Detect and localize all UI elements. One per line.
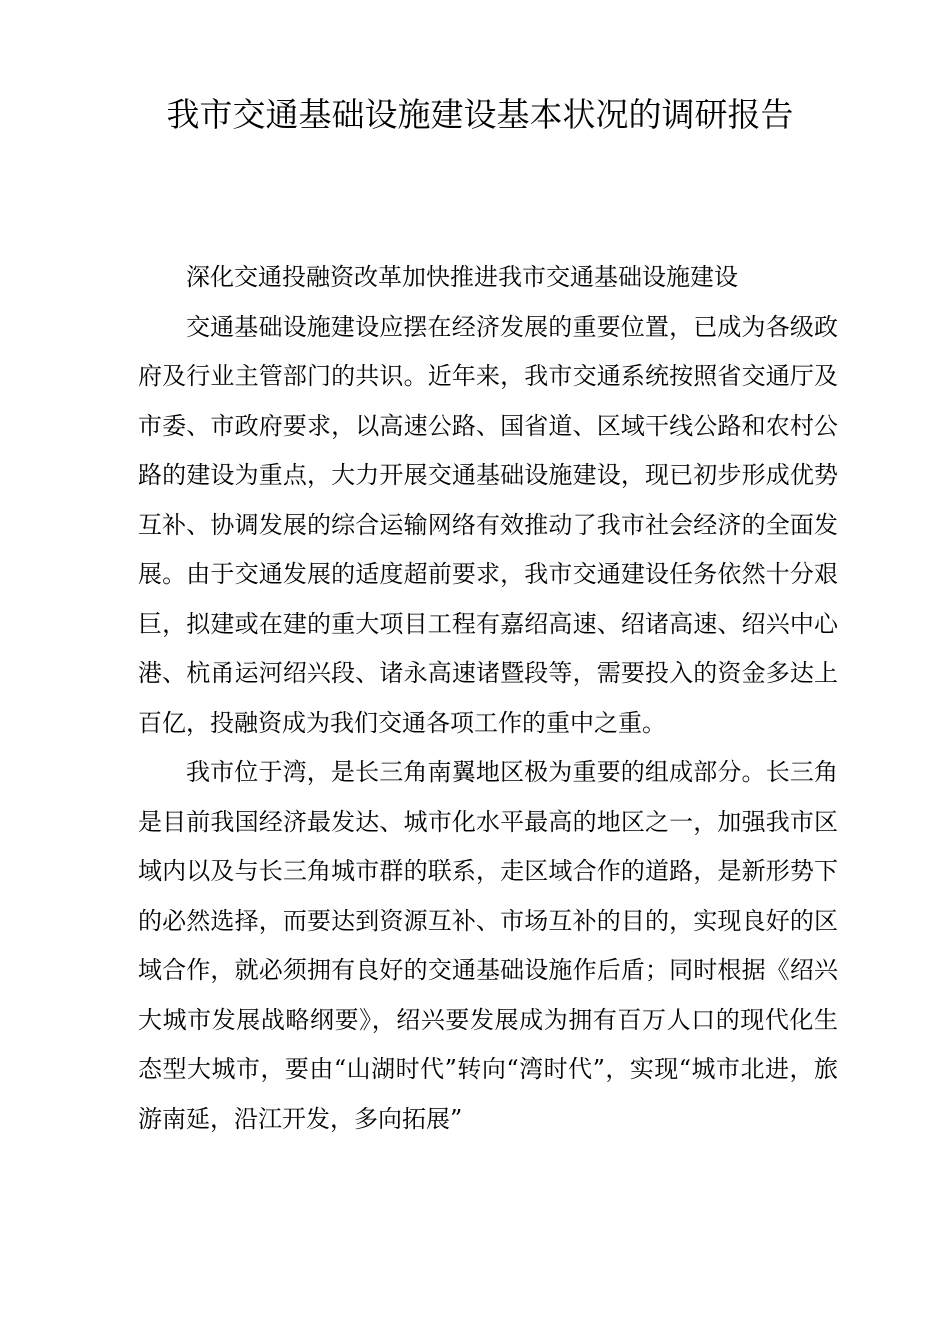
- section-subheading: 深化交通投融资改革加快推进我市交通基础设施建设: [186, 263, 738, 291]
- document-title: 我市交通基础设施建设基本状况的调研报告: [166, 95, 794, 134]
- document-body: [138, 253, 838, 1144]
- paragraph: 交通基础设施建设应摆在经济发展的重要位置，已成为各级政府及行业主管部门的共识。近年来，我市交通系统按照省交通厅及市委、市政府要求，以高速公路、国省道、区域干线公路和农村公路的建设为重点，大力开展交通基础设施建设，现已初步形成优势互补、协调发展的综合运输网络有效推动了我市社会经济的全面发展。由于交通发展的适度超前要求，我市交通建设任务依然十分艰巨，拟建或在建的重大项目工程有嘉绍高速、绍诸高速、绍兴中心港、杭甬运河绍兴段、诸永高速诸暨段等，需要投入的资金多达上百亿，投融资成为我们交通各项工作的重中之重。: [138, 312, 838, 737]
- paragraph: 我市位于湾，是长三角南翼地区极为重要的组成部分。长三角是目前我国经济最发达、城市化水平最高的地区之一，加强我市区域内以及与长三角城市群的联系，走区域合作的道路，是新形势下的必然选择，而要达到资源互补、市场互补的目的，实现良好的区域合作，就必须拥有良好的交通基础设施作后盾；同时根据《绍兴大城市发展战略纲要》，绍兴要发展成为拥有百万人口的现代化生态型大城市，要由“山湖时代”转向“湾时代”，实现“城市北进，旅游南延，沿江开发，多向拓展”: [138, 758, 838, 1133]
